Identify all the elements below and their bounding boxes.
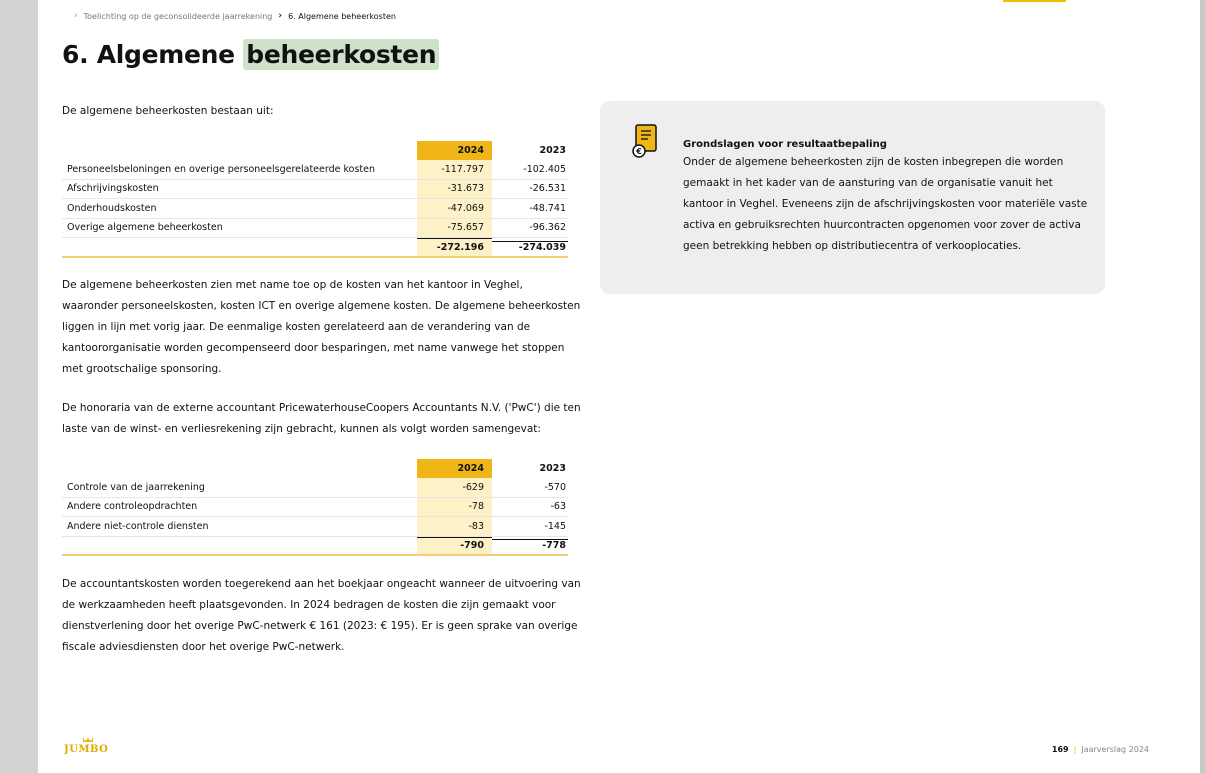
paragraph-auditor: De honoraria van de externe accountant PricewaterhouseCoopers Accountants N.V. ('PwC') die ten laste van de winst- en verliesrekening zijn gebracht, kunnen als volgt worden samengevat: xyxy=(62,402,581,435)
table-total-row xyxy=(62,238,568,258)
info-box-text: Onder de algemene beheerkosten zijn de kosten inbegrepen die worden gemaakt in het kader van de aansturing van de organisatie vanuit het kantoor in Veghel. Eveneens zijn de afschrijvingskosten voor materiële vaste activa en gebruiksrechten huurcontracten opgenomen voor zover de activa geen betrekking hebben op distributiecentra of verkooplocaties. xyxy=(683,156,1088,252)
page-footer xyxy=(1052,745,1149,754)
table-row xyxy=(62,160,568,180)
value-2024: -117.797 xyxy=(417,160,492,179)
document-euro-icon xyxy=(632,124,658,158)
header-2024: 2024 xyxy=(417,141,492,160)
scrollbar-track[interactable] xyxy=(1200,0,1205,773)
total-2024: -790 xyxy=(417,537,492,555)
footer-separator: | xyxy=(1073,745,1077,754)
row-label: Controle van de jaarrekening xyxy=(67,481,205,493)
report-name: Jaarverslag 2024 xyxy=(1081,745,1149,754)
page-title-highlight: beheerkosten xyxy=(243,39,439,70)
total-2024: -272.196 xyxy=(417,238,492,256)
jumbo-logo xyxy=(64,735,112,755)
value-2024: -47.069 xyxy=(417,199,492,218)
value-2024: -78 xyxy=(417,498,492,517)
value-2024: -629 xyxy=(417,478,492,497)
value-2023: -102.405 xyxy=(523,163,566,175)
table-row xyxy=(62,180,568,200)
auditor-fees-table xyxy=(62,459,568,556)
table-total-row xyxy=(62,537,568,557)
total-2023: -778 xyxy=(492,539,568,551)
table-row xyxy=(62,199,568,219)
value-2024: -75.657 xyxy=(417,219,492,238)
top-accent-bar xyxy=(1003,0,1066,2)
value-2024: -31.673 xyxy=(417,180,492,199)
value-2024: -83 xyxy=(417,517,492,536)
breadcrumb-parent-link[interactable]: Toelichting op de geconsolideerde jaarrekening xyxy=(83,11,273,21)
table-row xyxy=(62,517,568,537)
svg-text:€: € xyxy=(636,147,642,156)
paragraph-costs: De algemene beheerkosten zien met name toe op de kosten van het kantoor in Veghel, waaronder personeelskosten, kosten ICT en overige algemene kosten. De algemene beheerkosten liggen in lijn met vorig jaar. De eenmalige kosten gerelateerd aan de verandering van de kantoororganisatie worden gecompenseerd door besparingen, met name vanwege het stoppen met grootschalige sponsoring. xyxy=(62,279,581,375)
page-title xyxy=(62,40,439,69)
header-2023: 2023 xyxy=(539,463,566,474)
table-header-row xyxy=(62,141,568,160)
paragraph-accountant-costs: De accountantskosten worden toegerekend aan het boekjaar ongeacht wanneer de uitvoering van de werkzaamheden heeft plaatsgevonden. In 2024 bedragen de kosten die zijn gemaakt voor dienstverlening door het overige PwC-netwerk € 161 (2023: € 195). Er is geen sprake van overige fiscale adviesdiensten door het overige PwC-netwerk. xyxy=(62,578,581,653)
intro-text: De algemene beheerkosten bestaan uit: xyxy=(62,105,274,117)
chevron-right-icon: › xyxy=(74,11,78,21)
value-2023: -63 xyxy=(550,501,566,513)
header-2023: 2023 xyxy=(539,145,566,156)
row-label: Andere controleopdrachten xyxy=(67,501,198,513)
value-2023: -570 xyxy=(544,481,566,493)
table-row xyxy=(62,498,568,518)
page-number: 169 xyxy=(1051,745,1069,754)
value-2023: -26.531 xyxy=(529,183,566,195)
header-2024: 2024 xyxy=(417,459,492,478)
row-label: Personeelsbeloningen en overige personeelsgerelateerde kosten xyxy=(67,163,376,175)
chevron-right-icon: › xyxy=(278,11,283,21)
value-2023: -145 xyxy=(544,520,566,532)
row-label: Overige algemene beheerkosten xyxy=(67,222,223,234)
table-header-row xyxy=(62,459,568,478)
logo-text: JUMBO xyxy=(64,744,109,755)
cost-table xyxy=(62,141,568,258)
breadcrumb-current: 6. Algemene beheerkosten xyxy=(288,11,396,21)
value-2023: -96.362 xyxy=(529,222,566,234)
info-box-title: Grondslagen voor resultaatbepaling xyxy=(683,139,887,150)
page-title-main: 6. Algemene xyxy=(62,40,235,69)
breadcrumb xyxy=(72,11,396,21)
value-2023: -48.741 xyxy=(529,202,566,214)
table-row xyxy=(62,219,568,239)
row-label: Andere niet-controle diensten xyxy=(67,520,209,532)
row-label: Onderhoudskosten xyxy=(67,202,157,214)
table-row xyxy=(62,478,568,498)
row-label: Afschrijvingskosten xyxy=(67,183,159,195)
total-2023: -274.039 xyxy=(492,241,568,253)
